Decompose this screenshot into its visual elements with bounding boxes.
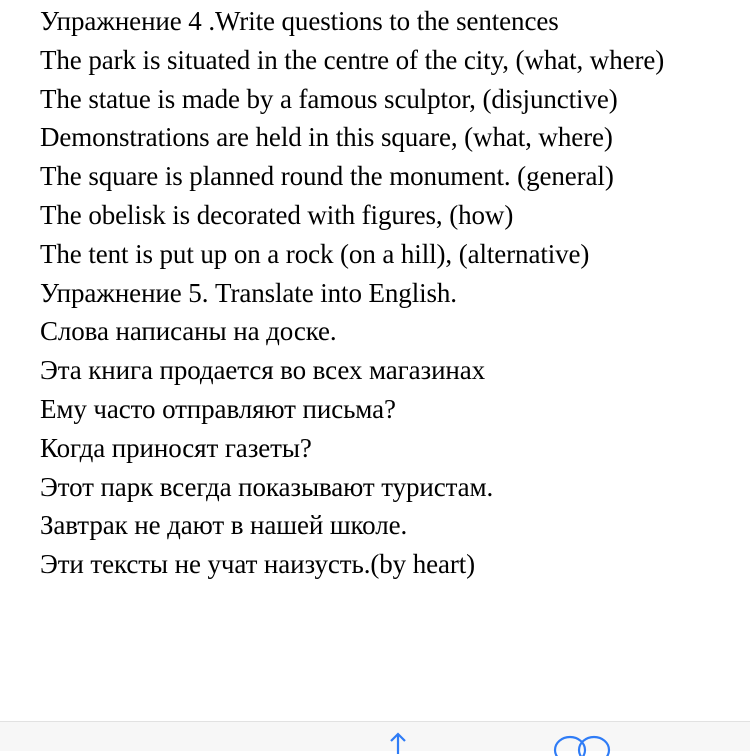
sentence-5: The obelisk is decorated with figures, (how)	[40, 199, 514, 230]
document-body	[40, 2, 750, 584]
exercise-5-heading: Упражнение 5. Translate into English.	[40, 277, 457, 308]
sentence-2: The statue is made by a famous sculptor, (disjunctive)	[40, 83, 618, 114]
translate-line-7: Эти тексты не учат наизусть.(by heart)	[40, 549, 476, 580]
sentence-6: The tent is put up on a rock (on a hill), (alternative)	[40, 238, 590, 269]
sentence-1: The park is situated in the centre of the city, (what, where)	[40, 44, 665, 75]
exercise-4-heading: Упражнение 4 .Write questions to the sentences	[40, 6, 559, 36]
translate-line-5: Этот парк всегда показывают туристам.	[40, 471, 494, 502]
bottom-toolbar	[0, 721, 750, 751]
translate-line-4: Когда приносят газеты?	[40, 432, 312, 463]
translate-line-3: Ему часто отправляют письма?	[40, 393, 396, 424]
sentence-3: Demonstrations are held in this square, (what, where)	[40, 122, 613, 153]
sentence-4: The square is planned round the monument. (general)	[40, 161, 614, 192]
translate-line-2: Эта книга продается во всех магазинах	[40, 355, 486, 386]
translate-line-6: Завтрак не дают в нашей школе.	[40, 510, 408, 541]
translate-line-1: Слова написаны на доске.	[40, 316, 337, 347]
loop-icon[interactable]	[548, 734, 618, 756]
share-icon[interactable]	[384, 732, 412, 754]
